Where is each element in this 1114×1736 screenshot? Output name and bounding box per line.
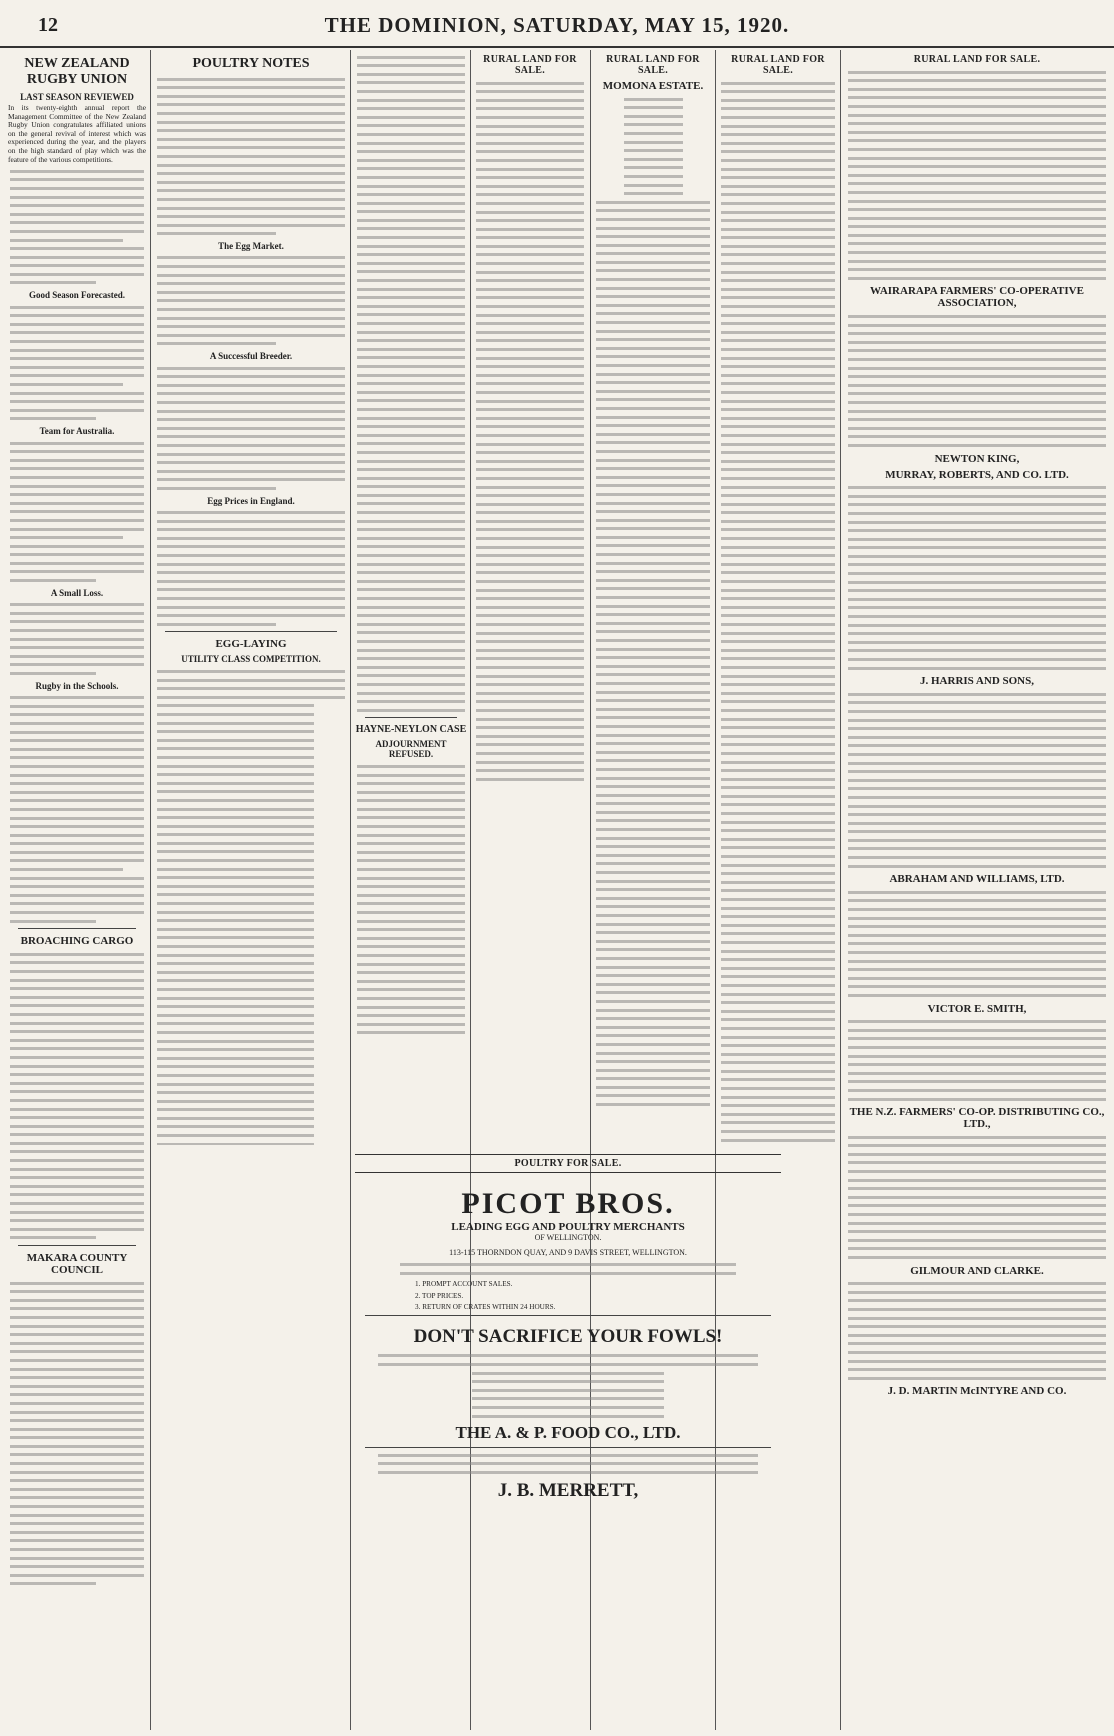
ad-text — [846, 71, 1108, 280]
rugby-heading: NEW ZEALAND RUGBY UNION — [24, 56, 130, 87]
column-rule — [150, 50, 151, 1730]
poultry-section-heading: The Egg Market. — [218, 240, 284, 251]
hayne-neylon-subhead: ADJOURNMENT REFUSED. — [375, 739, 447, 760]
broaching-cargo-heading: BROACHING CARGO — [20, 935, 134, 948]
makara-heading: MAKARA COUNTY COUNCIL — [26, 1252, 128, 1276]
ad-text — [846, 1020, 1108, 1100]
rural-land-header: RURAL LAND FOR SALE. — [731, 54, 825, 76]
gilmour-heading: GILMOUR AND CLARKE. — [910, 1264, 1044, 1277]
ad-text — [846, 891, 1108, 997]
nz-farmers-heading: THE N.Z. FARMERS' CO-OP. DISTRIBUTING CO., LTD., — [849, 1106, 1105, 1131]
article-text — [355, 765, 467, 1034]
harris-heading: J. HARRIS AND SONS, — [920, 675, 1034, 688]
murray-roberts-heading: MURRAY, ROBERTS, AND CO. LTD. — [885, 468, 1069, 481]
ad-text — [594, 98, 712, 1106]
ad-text — [846, 1136, 1108, 1259]
article-text — [8, 603, 146, 675]
article-text — [8, 1282, 146, 1586]
rural-land-header: RURAL LAND FOR SALE. — [913, 54, 1041, 65]
picot-list-item-1: 1. PROMPT ACCOUNT SALES. — [415, 1280, 513, 1289]
rugby-section-heading: Team for Australia. — [39, 425, 115, 436]
ad-text — [376, 1354, 759, 1417]
picot-list-item-3: 3. RETURN OF CRATES WITHIN 24 HOURS. — [415, 1303, 556, 1311]
results-table — [155, 670, 347, 1145]
ad-text — [846, 315, 1108, 447]
article-text — [8, 696, 146, 922]
article-text — [155, 367, 347, 490]
picot-tagline: LEADING EGG AND POULTRY MERCHANTS — [451, 1221, 685, 1233]
ad-text — [846, 486, 1108, 669]
article-text — [155, 78, 347, 236]
rural-land-header: RURAL LAND FOR SALE. — [606, 54, 700, 76]
merrett-heading: J. B. MERRETT, — [497, 1479, 639, 1501]
article-text — [8, 306, 146, 421]
poultry-ads-block — [355, 1150, 781, 1502]
column-rugby — [8, 50, 146, 1730]
article-text — [155, 511, 347, 626]
poultry-section-heading: Egg Prices in England. — [207, 495, 295, 506]
column-rule — [350, 50, 351, 1730]
picot-city: OF WELLINGTON. — [534, 1233, 602, 1242]
masthead — [0, 0, 1114, 48]
column-rule — [840, 50, 841, 1730]
ad-text — [474, 82, 586, 781]
ad-text — [398, 1263, 739, 1275]
poultry-for-sale-banner: POULTRY FOR SALE. — [355, 1154, 781, 1173]
article-text — [155, 256, 347, 345]
ad-text — [846, 1282, 1108, 1380]
column-results — [355, 50, 467, 1145]
column-poultry — [155, 50, 347, 1145]
ad-text — [846, 693, 1108, 868]
column-ads-4 — [846, 50, 1108, 1730]
rural-land-header: RURAL LAND FOR SALE. — [483, 54, 577, 76]
picot-bros-heading: PICOT BROS. — [461, 1187, 675, 1220]
hayne-neylon-heading: HAYNE-NEYLON CASE — [355, 724, 467, 736]
momona-estate-heading: MOMONA ESTATE. — [602, 80, 704, 92]
newspaper-title: THE DOMINION, SATURDAY, MAY 15, 1920. — [324, 13, 790, 37]
wairarapa-heading: WAIRARAPA FARMERS' CO-OPERATIVE ASSOCIATION, — [870, 285, 1084, 310]
rugby-intro: In its twenty-eighth annual report the Management Committee of the New Zealand Rugby Union congratulates affiliated unions on the general revival of interest which was experienced during the year, and the players on the high standard of play which was the feature of the various competitions. — [8, 103, 146, 164]
rugby-section-heading: A Small Loss. — [50, 587, 104, 598]
victor-smith-heading: VICTOR E. SMITH, — [927, 1002, 1027, 1015]
results-table — [355, 56, 467, 712]
martin-heading: J. D. MARTIN McINTYRE AND CO. — [887, 1385, 1067, 1398]
rugby-subhead: LAST SEASON REVIEWED — [20, 92, 134, 102]
picot-address: 113-115 THORNDON QUAY, AND 9 DAVIS STREET, WELLINGTON. — [449, 1248, 687, 1257]
poultry-section-heading: A Successful Breeder. — [209, 351, 293, 361]
article-text — [8, 953, 146, 1240]
egg-laying-heading: EGG-LAYING — [215, 638, 287, 651]
column-ads-1 — [474, 50, 586, 1145]
egg-laying-subhead: UTILITY CLASS COMPETITION. — [181, 654, 321, 665]
ad-text — [376, 1454, 759, 1474]
rugby-section-heading: Rugby in the Schools. — [35, 680, 119, 691]
poultry-heading: POULTRY NOTES — [192, 56, 310, 71]
newton-king-heading: NEWTON KING, — [934, 452, 1020, 465]
abraham-heading: ABRAHAM AND WILLIAMS, LTD. — [889, 873, 1065, 886]
rugby-section-heading: Good Season Forecasted. — [28, 290, 126, 301]
page-number: 12 — [38, 14, 58, 36]
ad-text — [719, 82, 837, 1142]
dont-sacrifice-headline: DON'T SACRIFICE YOUR FOWLS! — [413, 1326, 723, 1348]
article-text — [8, 170, 146, 285]
ap-food-company: THE A. & P. FOOD CO., LTD. — [455, 1423, 681, 1443]
article-text — [8, 442, 146, 583]
picot-list-item-2: 2. TOP PRICES. — [415, 1291, 464, 1300]
